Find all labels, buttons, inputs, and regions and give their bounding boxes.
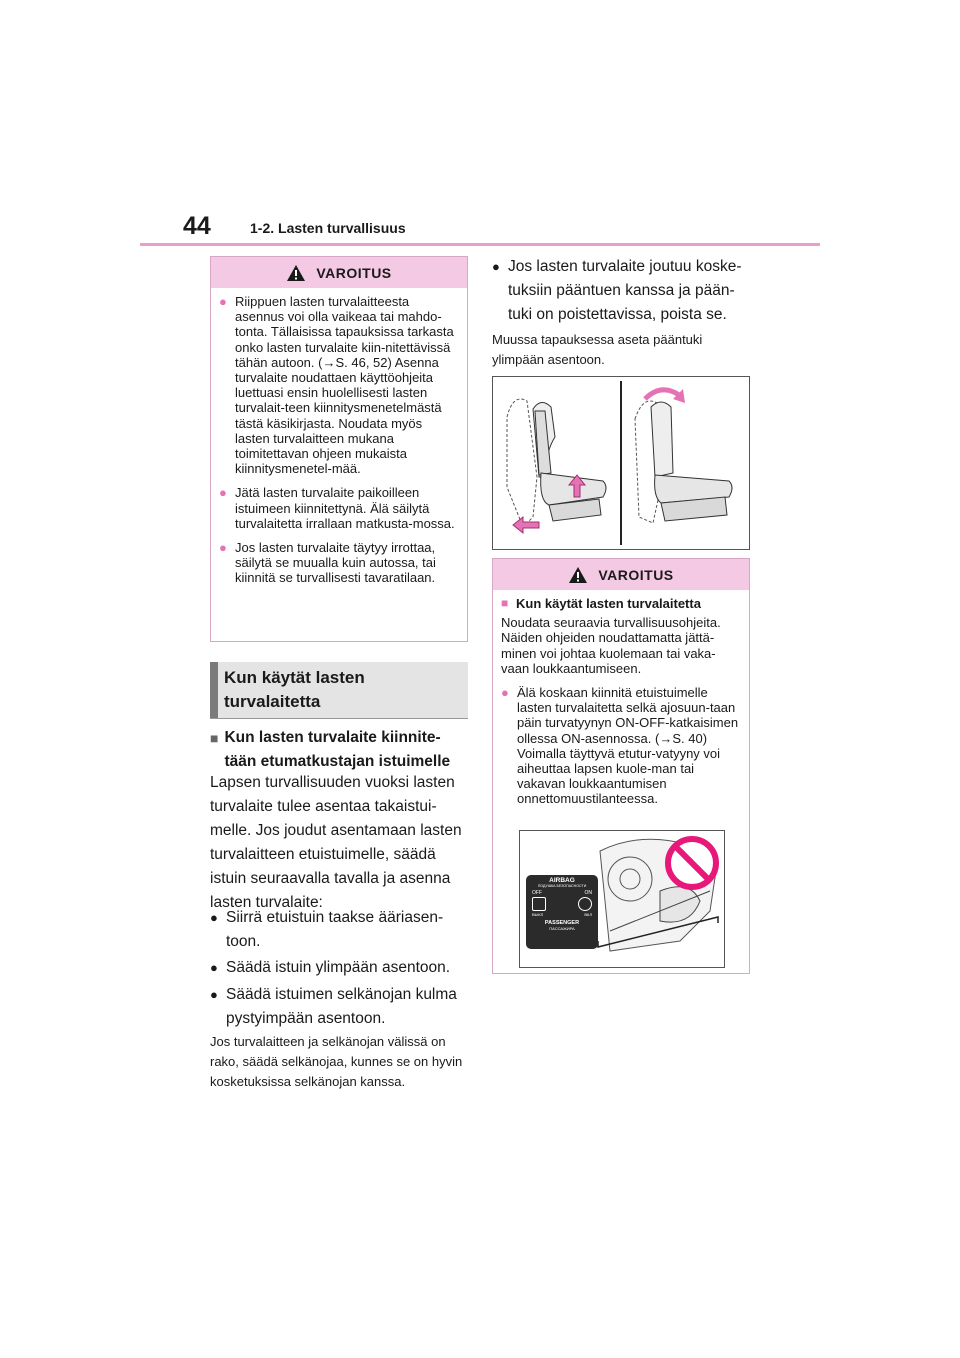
bullet-item: ● Säädä istuimen selkänojan kulma pystyimpään asentoon. [210,983,468,1031]
note-paragraph: Jos turvalaitteen ja selkänojan välissä on rako, säädä selkänojaa, kunnes se on hyvin kosketuksissa selkänojan kanssa. [210,1034,463,1089]
warning-item: ● Jätä lasten turvalaite paikoilleen istuimeen kiinnitettynä. Älä säilytä turvalaitetta irrallaan matkusta-mossa. [219,485,455,531]
bullet-icon: ● [219,540,227,556]
bullet-icon: ● [219,485,227,501]
bullet-icon: ● [210,987,218,1002]
warning-paragraph: Noudata seuraavia turvallisuusohjeita. Näiden ohjeiden noudattamatta jättä-minen voi johtaa kuolemaan tai vaka-vaan loukkaantumiseen. [501,615,721,676]
airbag-switch-panel: AIRBAG ПОДУШКА БЕЗОПАСНОСТИ OFF ON ВЫКЛ ВКЛ PASSENGER ПАССАЖИРА [526,875,598,949]
bullet-icon: ● [219,294,227,309]
intro-paragraph: Lapsen turvallisuuden vuoksi lasten turvalaite tulee asentaa takaistui-melle. Jos joudut asentamaan lasten turvalaitteen etuistuimelle, säädä istuin seuraavalla tavalla ja asenna lasten turvalaite: [210,774,462,911]
seat-diagram [493,377,749,549]
bullet-icon: ● [501,685,509,701]
warning-item: ● Riippuen lasten turvalaitteesta asennus voi olla vaikeaa tai mahdo-tonta. Tällaisissa tapauksissa tarkasta onko lasten turvalaite kiin-nitettävissä tähän autoon. (→S. 46, 52) Asenna turvalaite noudattaen käyttöohjeita luettuasi ensin huolellisesti lasten turvalait-teen kiinnitysmenetelmästä tästä käsikirjasta. Noudata myös lasten turvalaitteen mukana toimitettavan ohjeen mukaista kiinnitysmenetel-mää. [219,294,454,477]
section-heading: Kun käytät lasten turvalaitetta [210,662,468,719]
header-rule [140,243,820,246]
warning-header [211,257,467,288]
warning-box-2 [492,558,750,974]
bullet-icon: ● [210,960,218,975]
warning-title: VAROITUS [316,264,392,281]
bullet-icon: ● [492,259,500,274]
seat-adjustment-illustration [492,376,750,550]
square-bullet-icon: ■ [210,730,219,746]
warning-item: ● Jos lasten turvalaite täytyy irrottaa, säilytä se muualla kuin autossa, tai kiinnitä se turvallisesti tavaratilaan. [219,540,436,586]
subheading: ■ Kun lasten turvalaite kiinnite-tään etumatkustajan istuimelle [210,726,470,774]
warning-triangle-icon [568,566,588,584]
square-bullet-icon: ■ [501,596,509,610]
bullet-item: ● Säädä istuin ylimpään asentoon. [210,956,468,980]
warning-item: ● Älä koskaan kiinnitä etuistuimelle lasten turvalaitetta selkä ajosuun-taan päin turvatyynyn ON-OFF-katkaisimen ollessa ON-asennossa. (→S. 40) Voimalla täyttyvä etutur-vatyyny voi aiheuttaa lapsen kuole-man tai vakavan loukkaantumisen onnettomuustilanteessa. [501,685,739,807]
warning-triangle-icon [286,264,306,282]
note-paragraph: Muussa tapauksessa aseta pääntuki ylimpään asentoon. [492,332,703,367]
bullet-item: ● Siirrä etuistuin taakse ääriasen-toon. [210,906,468,954]
airbag-off-icon [532,897,546,911]
section-title: 1-2. Lasten turvallisuus [250,220,406,236]
warning-header [493,559,749,590]
warning-box-1 [210,256,468,642]
warning-subheading: ■ Kun käytät lasten turvalaitetta [501,596,701,611]
page-number: 44 [183,212,211,240]
airbag-illustration [519,830,725,968]
airbag-on-icon [578,897,592,911]
bullet-item: ● Jos lasten turvalaite joutuu koske-tuksiin pääntuen kanssa ja pään-tuki on poistettavissa, poista se. [492,255,754,327]
warning-title: VAROITUS [598,566,674,583]
heading-bar [210,662,218,718]
bullet-icon: ● [210,910,218,925]
